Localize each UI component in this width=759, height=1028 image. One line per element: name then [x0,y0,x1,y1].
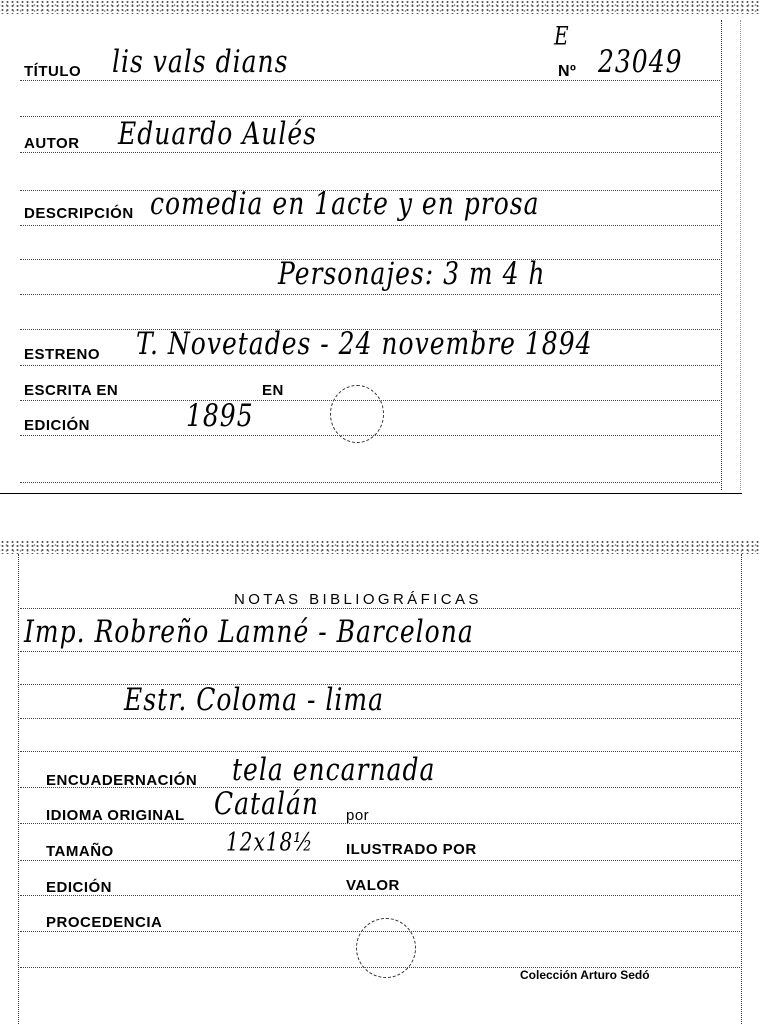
descripcion-value: comedia en 1acte y en prosa [150,185,540,222]
numero-label: Nº [558,63,577,80]
valor-label: VALOR [346,877,400,894]
escrita-en-label: ESCRITA EN [24,382,119,399]
autor-value: Eduardo Aulés [118,115,317,152]
tamano-value: 12x18½ [226,826,314,857]
card-left-border [18,554,19,1024]
edicion-value: 1895 [186,397,254,434]
ilustrado-por-label: ILUSTRADO POR [346,841,477,858]
rule-line [20,895,740,896]
rule-line [20,482,720,483]
rule-line [20,365,720,366]
note-line-1: Imp. Robreño Lamné - Barcelona [24,613,474,650]
descripcion-label: DESCRIPCIÓN [24,205,134,222]
rule-line [20,608,740,609]
numero-prefix: E [554,20,570,51]
note-line-2: Estr. Coloma - lima [124,681,385,718]
rule-line [20,294,720,295]
rule-line [20,718,740,719]
descripcion-value-line2: Personajes: 3 m 4 h [278,255,546,292]
idioma-original-value: Catalán [214,785,319,822]
card-right-border [741,554,742,1024]
card-edge-speckle [0,540,759,554]
card-outer-border [740,20,741,490]
estreno-label: ESTRENO [24,346,101,363]
rule-line [20,651,740,652]
card-edge-speckle [0,0,759,14]
card-right-border [721,20,722,490]
collection-footer: Colección Arturo Sedó [520,968,650,982]
encuadernacion-label: ENCUADERNACIÓN [46,772,198,789]
catalog-card-back [0,540,759,1028]
titulo-value: lis vals dians [112,43,289,80]
numero-value: 23049 [598,43,683,80]
catalog-card-front [0,0,759,495]
edicion-label: EDICIÓN [24,417,91,434]
por-label: por [346,807,370,824]
encuadernacion-value: tela encarnada [232,751,436,788]
rule-line [20,152,720,153]
rule-line [20,225,720,226]
punch-hole-mark [356,918,416,978]
tamano-label: TAMAÑO [46,843,114,860]
procedencia-label: PROCEDENCIA [46,914,163,931]
rule-line [20,80,720,81]
titulo-label: TÍTULO [24,63,82,80]
rule-line [20,860,740,861]
edicion-label-bottom: EDICIÓN [46,879,113,896]
estreno-value: T. Novetades - 24 novembre 1894 [136,325,593,362]
notas-bibliograficas-heading: NOTAS BIBLIOGRÁFICAS [234,591,482,608]
card-divider [0,493,742,494]
idioma-original-label: IDIOMA ORIGINAL [46,807,185,824]
autor-label: AUTOR [24,135,80,152]
en-label: EN [262,382,284,399]
punch-hole-mark [330,385,384,443]
